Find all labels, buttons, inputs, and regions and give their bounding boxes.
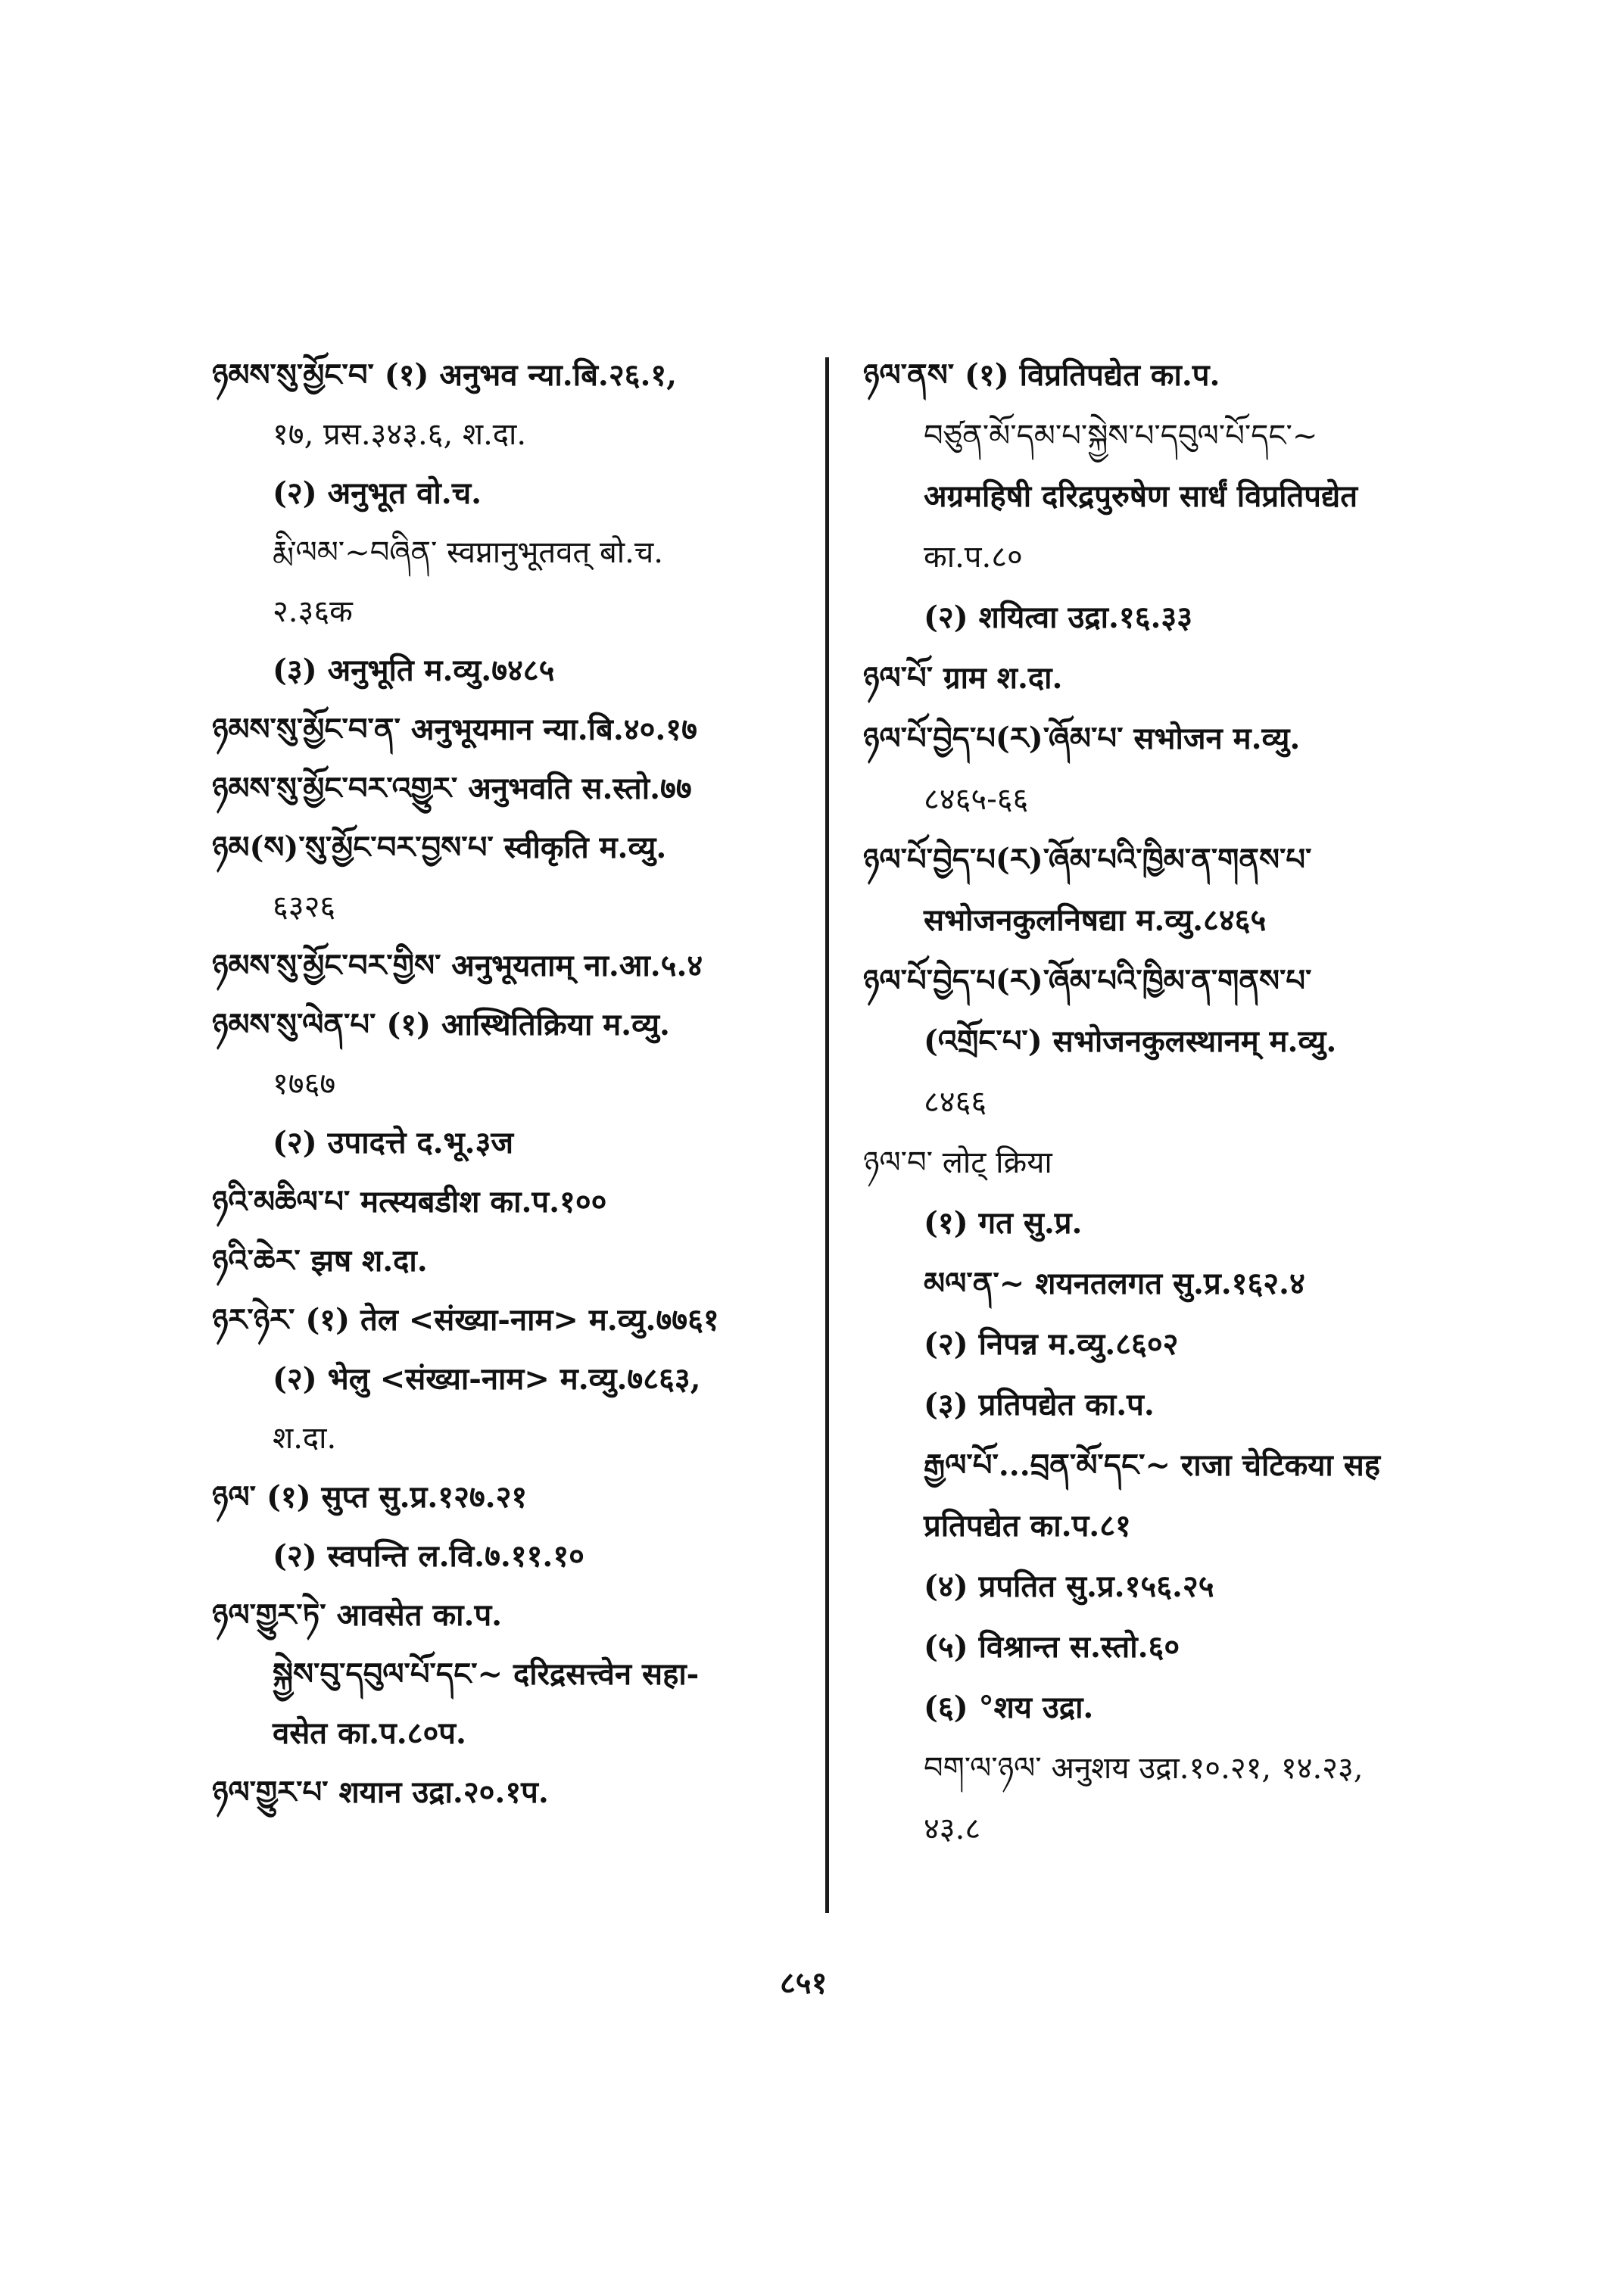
entry-line: वसेत का.प.८०प. xyxy=(273,1715,466,1751)
entry-line: (२) स्वपन्ति ल.वि.७.११.१० xyxy=(273,1538,584,1574)
entry-line: ཉལ་པོ་བྱེད་པ(ར)་ཞོམ་པའི་ཁྱིམ་ན་གནས་པ་ xyxy=(863,963,1312,999)
entry-line: (१) गत सु.प्र. xyxy=(924,1205,1083,1241)
page-number: ८५१ xyxy=(780,1965,828,2001)
entry-line: ཉའི་མཆིལ་པ་ मत्स्यबडीश का.प.१०० xyxy=(212,1184,607,1220)
entry-line: ཉམས་སུ་མྱོང་བར་འགྱུར་ अनुभवति स.स्तो.७७ xyxy=(212,771,692,806)
entry-line: ६३२६ xyxy=(273,889,336,924)
entry-line: श.दा. xyxy=(273,1421,337,1456)
entry-line: (२) निपन्न म.व्यु.८६०२ xyxy=(924,1326,1179,1362)
entry-line: (२) शयित्वा उद्रा.१६.३३ xyxy=(924,600,1193,635)
entry-line: ཉམས་སུ་མྱོང་བ་ན་ अनुभूयमान न्या.बि.४०.१७ xyxy=(212,712,697,747)
entry-line: (འགྲོང་པ་) सभोजनकुलस्थानम् म.व्यु. xyxy=(924,1023,1337,1059)
entry-line: (३) अनुभूति म.व्यु.७४८५ xyxy=(273,653,555,688)
entry-line: (३) प्रतिपद्येत का.प. xyxy=(924,1387,1155,1422)
entry-line: ཉམས་སུ་ལེན་པ་ (१) आस्थितिक्रिया म.व्यु. xyxy=(212,1007,670,1042)
entry-line: का.प.८० xyxy=(924,540,1023,575)
entry-line: (६) °शय उद्रा. xyxy=(924,1690,1094,1725)
entry-line: ཉལ་གྱུར་ཏེ་ आवसेत का.प. xyxy=(212,1597,503,1633)
entry-line: ཉལ་གྱུར་པ་ शयान उद्रा.२०.१प. xyxy=(212,1774,549,1810)
entry-line: १७, प्रस.३४३.६, श.दा. xyxy=(273,417,527,452)
entry-line: (४) प्रपतित सु.प्र.१५६.२५ xyxy=(924,1569,1214,1604)
entry-line: ཉལ་པོ་བྱེད་པ(ར)་ཞོམ་པའི་ཁྱིམ་ན་གནས་པ་ xyxy=(863,842,1312,877)
entry-line: སྐྱེས་བུ་དབུལ་པོ་དང་~ दरिद्रसत्त्वेन सहा- xyxy=(273,1656,700,1692)
entry-line: (२) भेलु <संख्या-नाम> म.व्यु.७८६३, xyxy=(273,1361,701,1397)
entry-line: अग्रमहिषी दरिद्रपुरुषेण सार्धं विप्रतिपद्येत xyxy=(924,478,1358,514)
entry-line: ཉལ་པོ་ ग्राम श.दा. xyxy=(863,660,1063,696)
entry-line: ४३.८ xyxy=(924,1812,981,1846)
entry-line: ཉམས་སུ་མྱོང་བར་གྱིས་ अनुभूयताम् ना.आ.५.४ xyxy=(212,948,703,983)
entry-line: ཉལ་བ་ लोट् क्रिया xyxy=(863,1145,1052,1180)
entry-line: ཉའི་ཆེར་ झष श.दा. xyxy=(212,1243,428,1279)
entry-line: ८४६६ xyxy=(924,1085,987,1120)
entry-line: (५) विश्रान्त स.स्तो.६० xyxy=(924,1629,1180,1665)
entry-line: ८४६५-६६ xyxy=(924,782,1029,817)
entry-line: མལ་ན་~ शयनतलगत सु.प्र.१६२.४ xyxy=(924,1266,1305,1301)
entry-line: རྨི་ལམ་~བཞིན་ स्वप्नानुभूतवत् बो.च. xyxy=(273,535,663,570)
entry-line: བཙུན་མོ་དམ་པ་སྐྱེས་པ་དབུལ་པོ་དང་~ xyxy=(924,419,1318,453)
entry-line: ཉལ་ནས་ (१) विप्रतिपद्येत का.प. xyxy=(863,357,1220,393)
entry-line: ཉལ་ (१) सुप्त सु.प्र.१२७.२१ xyxy=(212,1479,528,1515)
entry-line: प्रतिपद्येत का.प.८१ xyxy=(924,1508,1131,1544)
entry-line: ཉར་ཉེར་ (१) तेल <संख्या-नाम> म.व्यु.७७६१ xyxy=(212,1302,719,1338)
entry-line: རྒྱལ་པོ་...བྲན་མོ་དང་~ राजा चेटिकया सह xyxy=(924,1447,1380,1483)
entry-line: ཉམ(ས)་སུ་མྱོང་བར་བྱས་པ་ स्वीकृति म.व्यु. xyxy=(212,830,667,865)
entry-line: (२) अनुभूत वो.च. xyxy=(273,475,482,511)
column-divider xyxy=(825,357,829,1913)
entry-line: सभोजनकुलनिषद्या म.व्यु.८४६५ xyxy=(924,902,1267,938)
entry-line: २.३६क xyxy=(273,594,353,629)
entry-line: ཉལ་པོ་བྱེད་པ(ར)་ཞོམ་པ་ सभोजन म.व्यु. xyxy=(863,721,1301,756)
entry-line: १७६७ xyxy=(273,1067,336,1101)
entry-line: (२) उपादत्ते द.भू.३ज xyxy=(273,1125,514,1161)
entry-line: བག་ལ་ཉལ་ अनुशय उद्रा.१०.२१, १४.२३, xyxy=(924,1751,1364,1786)
entry-line: ཉམས་སུ་མྱོང་བ་ (१) अनुभव न्या.बि.२६.१, xyxy=(212,357,678,393)
